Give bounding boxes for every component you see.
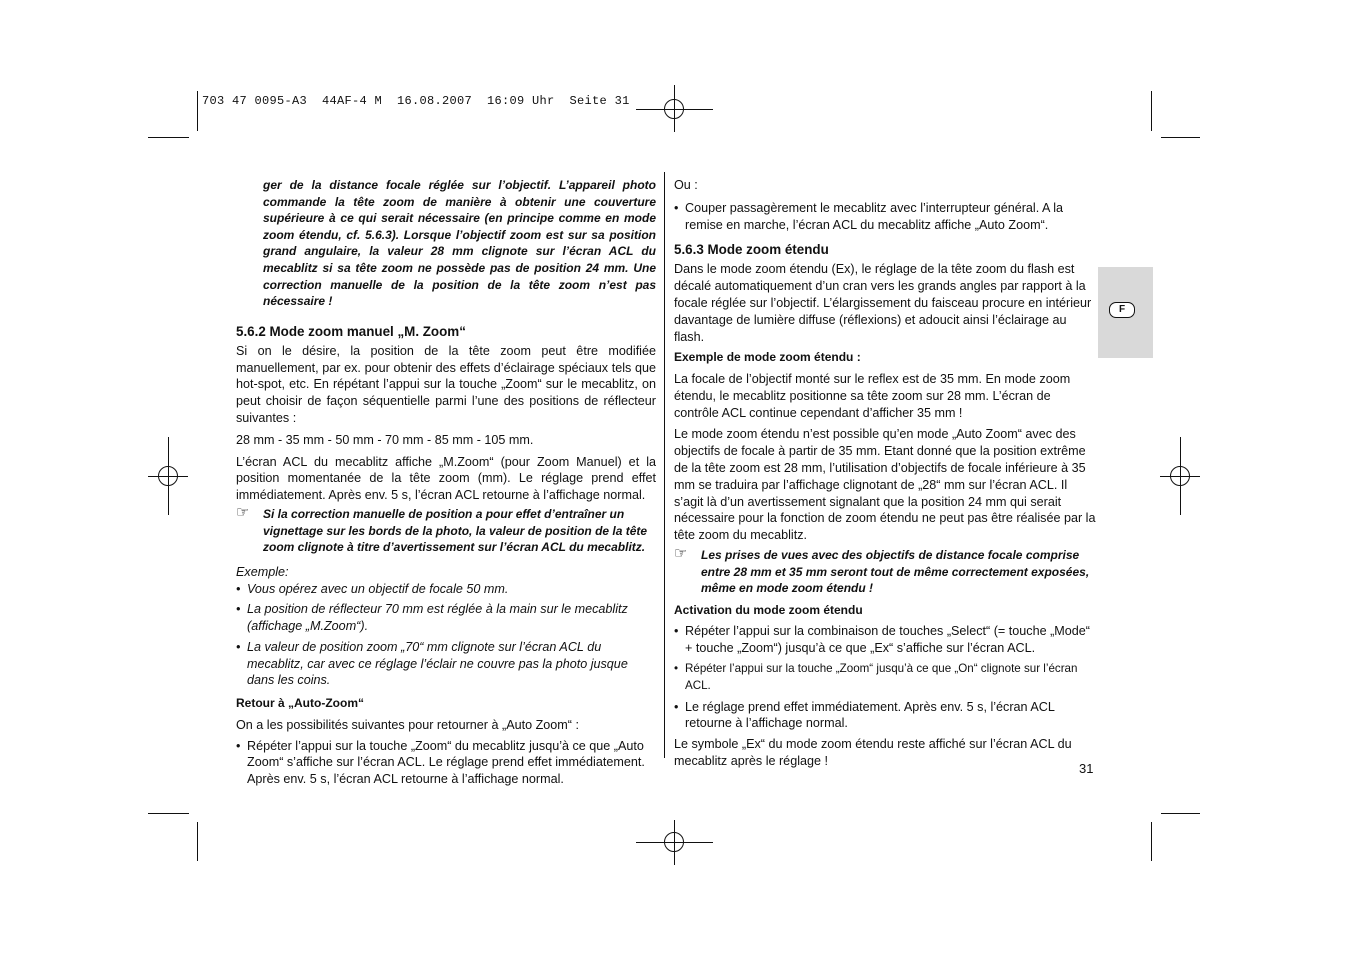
right-column bbox=[674, 177, 1098, 770]
list-item: • Vous opérez avec un objectif de focale 50 mm. bbox=[236, 581, 509, 596]
hand-note: ☞ Les prises de vues avec des objectifs de distance focale comprise entre 28 mm et 35 mm seront tout de même correctement exposées, même en mode zoom étendu ! bbox=[674, 544, 1090, 596]
paragraph: On a les possibilités suivantes pour retourner à „Auto Zoom“ : bbox=[236, 717, 579, 732]
page-number: 31 bbox=[1079, 761, 1094, 776]
subheading-return-auto-zoom: Retour à „Auto-Zoom“ bbox=[236, 696, 364, 711]
list-item: • Couper passagèrement le mecablitz avec l’interrupteur général. A la remise en marche, l’écran ACL du mecablitz affiche „Auto Zoom“. bbox=[674, 200, 1064, 232]
pointing-hand-icon: ☞ bbox=[236, 503, 250, 521]
paragraph: Si on le désire, la position de la tête zoom peut être modifiée manuellement, par ex. pour obtenir des effets d’éclairage spéciaux tels que hot-spot, etc. En répétant l’appui sur la touche „Zoom“ sur le mecablitz, on peut choisir de façon séquentielle parmi l’une des positions de réflecteur suivantes : bbox=[236, 343, 656, 425]
bullet-icon: • bbox=[674, 200, 679, 215]
list-item: • La valeur de position zoom „70“ mm clignote sur l’écran ACL du mecablitz, car avec ce réglage l’éclair ne couvre pas la photo jusque dans les coins. bbox=[236, 639, 628, 688]
ou-label: Ou : bbox=[674, 178, 698, 192]
left-column bbox=[236, 177, 656, 788]
bullet-icon: • bbox=[674, 661, 679, 675]
paragraph: Le symbole „Ex“ du mode zoom étendu reste affiché sur l’écran ACL du mecablitz après le réglage ! bbox=[674, 737, 1072, 768]
list-item: • La position de réflecteur 70 mm est réglée à la main sur le mecablitz (affichage „M.Zoom“). bbox=[236, 602, 628, 634]
paragraph: La focale de l’objectif monté sur le reflex est de 35 mm. En mode zoom étendu, le mecablitz positionne sa tête zoom sur 28 mm. L’écran de contrôle ACL continue cependant d’afficher 35 mm ! bbox=[674, 371, 1071, 420]
column-divider bbox=[664, 172, 665, 758]
bullet-icon: • bbox=[236, 738, 241, 753]
bullet-icon: • bbox=[674, 699, 679, 714]
subheading-activation: Activation du mode zoom étendu bbox=[674, 602, 863, 617]
intro-note: ger de la distance focale réglée sur l’objectif. L’appareil photo commande la tête zoom de manière à obtenir une couverture supérieure à ce qui serait nécessaire (en principe comme en mode zoom étendu, cf. 5.6.3). Lorsque l’objectif zoom est sur sa position grand angulaire, la valeur 28 mm clignote sur l’écran ACL du mecablitz si sa tête zoom ne possède pas de position 24 mm. Une correction manuelle de la position de la tête zoom n’est pas nécessaire ! bbox=[263, 178, 656, 309]
hand-note: ☞ Si la correction manuelle de position a pour effet d’entraîner un vignettage sur les bords de la photo, la valeur de position de la tête zoom clignote à titre d’avertissement sur l’écran ACL du mecablitz. bbox=[236, 503, 648, 555]
bullet-icon: • bbox=[674, 624, 679, 639]
list-item: • Répéter l’appui sur la combinaison de touches „Select“ (= touche „Mode“ + touche „Zoom“) jusqu’à ce que „Ex“ s’affiche sur l’écran ACL. bbox=[674, 624, 1090, 656]
bullet-icon: • bbox=[236, 581, 241, 596]
language-tab bbox=[1098, 267, 1153, 358]
bullet-icon: • bbox=[236, 639, 241, 654]
paragraph: L’écran ACL du mecablitz affiche „M.Zoom“ (pour Zoom Manuel) et la position momentanée de la tête zoom (mm). Le réglage prend effet immédiatement. Après env. 5 s, l’écran ACL retourne à l’affichage normal. bbox=[236, 454, 656, 503]
print-slug: 703 47 0095-A3 44AF-4 M 16.08.2007 16:09 Uhr Seite 31 bbox=[202, 94, 630, 108]
bullet-icon: • bbox=[236, 602, 241, 617]
language-badge: F bbox=[1109, 302, 1135, 318]
pointing-hand-icon: ☞ bbox=[674, 544, 688, 562]
list-item: • Répéter l’appui sur la touche „Zoom“ jusqu’à ce que „On“ clignote sur l’écran ACL. bbox=[674, 661, 1078, 692]
paragraph: Dans le mode zoom étendu (Ex), le réglage de la tête zoom du flash est décalé automatiquement d’un cran vers les grands angles par rapport à la focale réglée sur l’objectif. L’élargissement du faisceau procure en intérieur davantage de lumière diffuse (réflexions) et adoucit ainsi l’éclairage au flash. bbox=[674, 262, 1092, 344]
example-label: Exemple: bbox=[236, 564, 289, 579]
section-title-5-6-3: 5.6.3 Mode zoom étendu bbox=[674, 242, 829, 258]
section-title-5-6-2: 5.6.2 Mode zoom manuel „M. Zoom“ bbox=[236, 323, 466, 339]
list-item: • Le réglage prend effet immédiatement. Après env. 5 s, l’écran ACL retourne à l’affichage normal. bbox=[674, 699, 1055, 731]
list-item: • Répéter l’appui sur la touche „Zoom“ du mecablitz jusqu’à ce que „Auto Zoom“ s’affiche sur l’écran ACL. Le réglage prend effet immédiatement. Après env. 5 s, l’écran ACL retourne à l’affichage normal. bbox=[236, 738, 645, 787]
subheading-example: Exemple de mode zoom étendu : bbox=[674, 350, 861, 365]
paragraph: Le mode zoom étendu n’est possible qu’en mode „Auto Zoom“ avec des objectifs de focale à partir de 35 mm. Etant donné que la position extrême de la tête zoom est 28 mm, l’utilisation d’objectifs de focale inférieure à 35 mm se traduira par l’affichage clignotant de „28“ mm sur l’écran ACL. Il s’agit là d’un avertissement signalant que la position 24 mm qui serait nécessaire pour la fonction de zoom étendu ne peut pas être réalisée par la tête zoom du mecablitz. bbox=[674, 427, 1096, 543]
zoom-positions: 28 mm - 35 mm - 50 mm - 70 mm - 85 mm - 105 mm. bbox=[236, 432, 534, 447]
